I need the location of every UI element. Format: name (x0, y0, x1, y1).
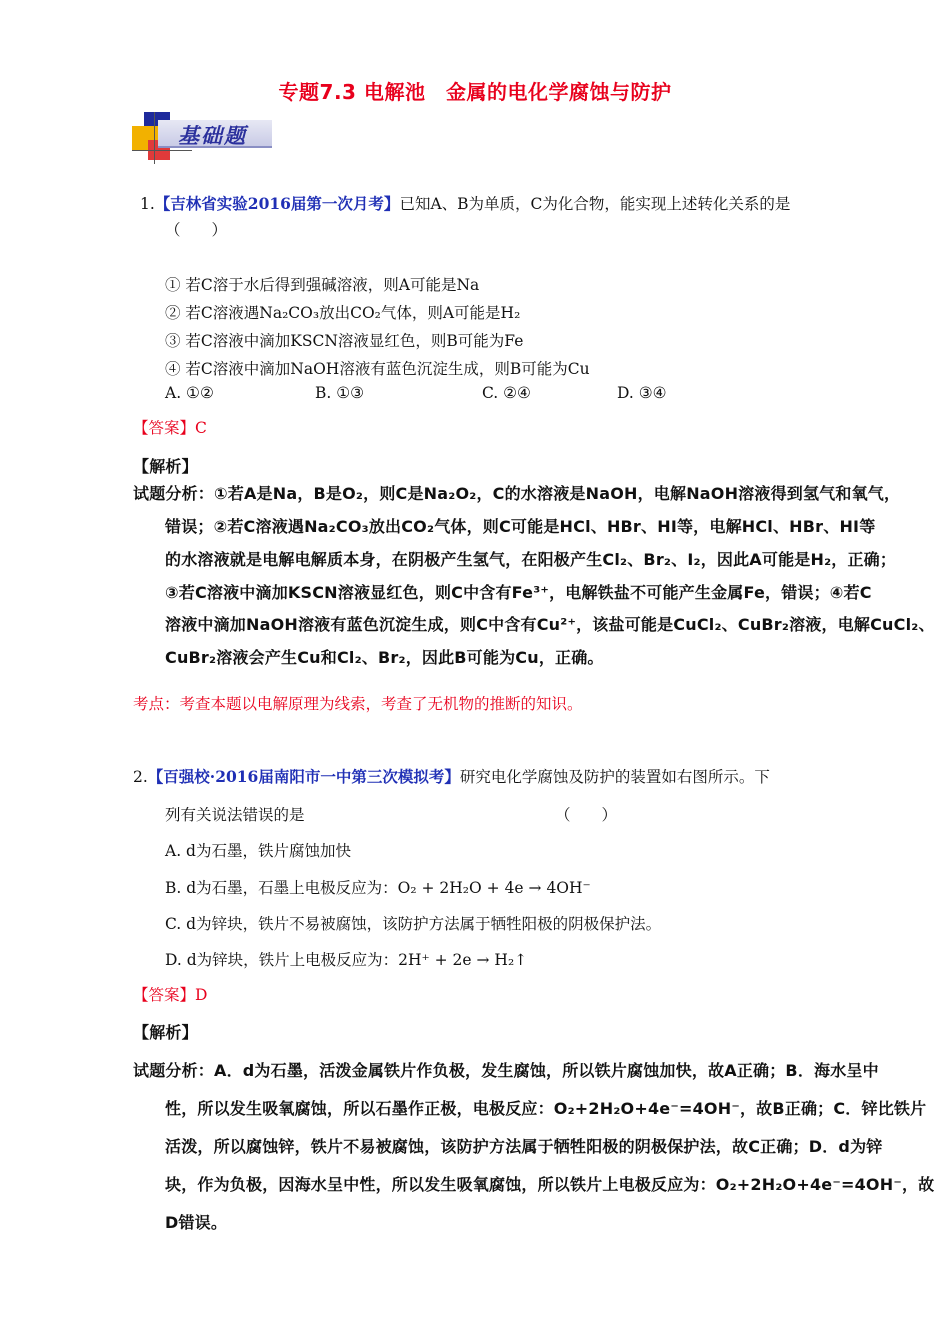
choice-a: A. ①② (165, 384, 214, 402)
choice-d: D. ③④ (617, 384, 667, 402)
option-a: A. d为石墨，铁片腐蚀加快 (165, 842, 351, 860)
question-text: 已知A、B为单质，C为化合物，能实现上述转化关系的是 (399, 195, 791, 213)
badge-label: 基础题 (178, 123, 247, 148)
answer-blank: （ ） (165, 221, 228, 239)
statement-3: ③ 若C溶液中滴加KSCN溶液显红色，则B可能为Fe (165, 332, 524, 350)
analysis-label: 【解析】 (133, 457, 198, 476)
answer-line (133, 416, 207, 438)
section-badge (132, 112, 272, 162)
choice-b: B. ①③ (315, 384, 365, 402)
analysis-line: 块，作为负极，因海水呈中性，所以发生吸氧腐蚀，所以铁片上电极反应为：O₂+2H₂O+4e⁻=4OH⁻，故 (165, 1175, 935, 1194)
analysis-line: 错误；②若C溶液遇Na₂CO₃放出CO₂气体，则C可能是HCl、HBr、HI等，电解HCl、HBr、HI等 (165, 517, 876, 536)
analysis-line: D错误。 (165, 1213, 228, 1232)
option-b: B. d为石墨，石墨上电极反应为：O₂ + 2H₂O + 4e → 4OH⁻ (165, 879, 591, 897)
statement-2: ② 若C溶液遇Na₂CO₃放出CO₂气体，则A可能是H₂ (165, 304, 521, 322)
answer-label: 【答案】 (133, 419, 196, 437)
analysis-line: 溶液中滴加NaOH溶液有蓝色沉淀生成，则C中含有Cu²⁺，该盐可能是CuCl₂、CuBr₂溶液，电解CuCl₂、 (165, 615, 935, 634)
analysis-line: 活泼，所以腐蚀锌，铁片不易被腐蚀，该防护方法属于牺牲阳极的阴极保护法，故C正确；D．d为锌 (165, 1137, 883, 1156)
answer-blank: （ ） (555, 806, 618, 824)
question-2-stem-continued: 列有关说法错误的是 (165, 806, 305, 824)
badge-horizontal-line (132, 150, 192, 151)
question-1-stem (140, 192, 790, 214)
question-number: 2. (133, 768, 148, 786)
question-number: 1. (140, 195, 155, 213)
statement-4: ④ 若C溶液中滴加NaOH溶液有蓝色沉淀生成，则B可能为Cu (165, 360, 590, 378)
question-text: 研究电化学腐蚀及防护的装置如右图所示。下 (459, 768, 770, 786)
analysis-line: ③若C溶液中滴加KSCN溶液显红色，则C中含有Fe³⁺，电解铁盐不可能产生金属Fe，错误；④若C (165, 583, 872, 602)
answer-value: C (195, 419, 207, 437)
choice-c: C. ②④ (482, 384, 531, 402)
question-source: 【百强校·2016届南阳市一中第三次模拟考】 (147, 767, 460, 786)
badge-vertical-line (154, 112, 155, 164)
statement-1: ① 若C溶于水后得到强碱溶液，则A可能是Na (165, 276, 480, 294)
analysis-line: CuBr₂溶液会产生Cu和Cl₂、Br₂，因此B可能为Cu，正确。 (165, 648, 604, 667)
option-c: C. d为锌块，铁片不易被腐蚀，该防护方法属于牺牲阳极的阴极保护法。 (165, 915, 662, 933)
analysis-line: 的水溶液就是电解电解质本身，在阴极产生氢气，在阳极产生Cl₂、Br₂、I₂，因此A可能是H₂，正确； (165, 550, 897, 569)
analysis-line: 性，所以发生吸氧腐蚀，所以石墨作正极，电极反应：O₂+2H₂O+4e⁻=4OH⁻，故B正确；C．锌比铁片 (165, 1099, 927, 1118)
answer-value: D (195, 986, 208, 1004)
question-source: 【吉林省实验2016届第一次月考】 (154, 194, 400, 213)
page-title: 专题7.3 电解池 金属的电化学腐蚀与防护 (278, 80, 672, 104)
kaodian-note: 考点：考查本题以电解原理为线索，考查了无机物的推断的知识。 (133, 695, 583, 713)
question-2-stem (133, 765, 770, 787)
option-d: D. d为锌块，铁片上电极反应为：2H⁺ + 2e → H₂↑ (165, 951, 528, 969)
analysis-line: 试题分析：A．d为石墨，活泼金属铁片作负极，发生腐蚀，所以铁片腐蚀加快，故A正确；B．海水呈中 (133, 1061, 879, 1080)
answer-label: 【答案】 (133, 986, 196, 1004)
answer-line (133, 983, 207, 1005)
analysis-label: 【解析】 (133, 1023, 198, 1042)
analysis-line: 试题分析：①若A是Na，B是O₂，则C是Na₂O₂，C的水溶液是NaOH，电解NaOH溶液得到氢气和氧气， (133, 484, 901, 503)
